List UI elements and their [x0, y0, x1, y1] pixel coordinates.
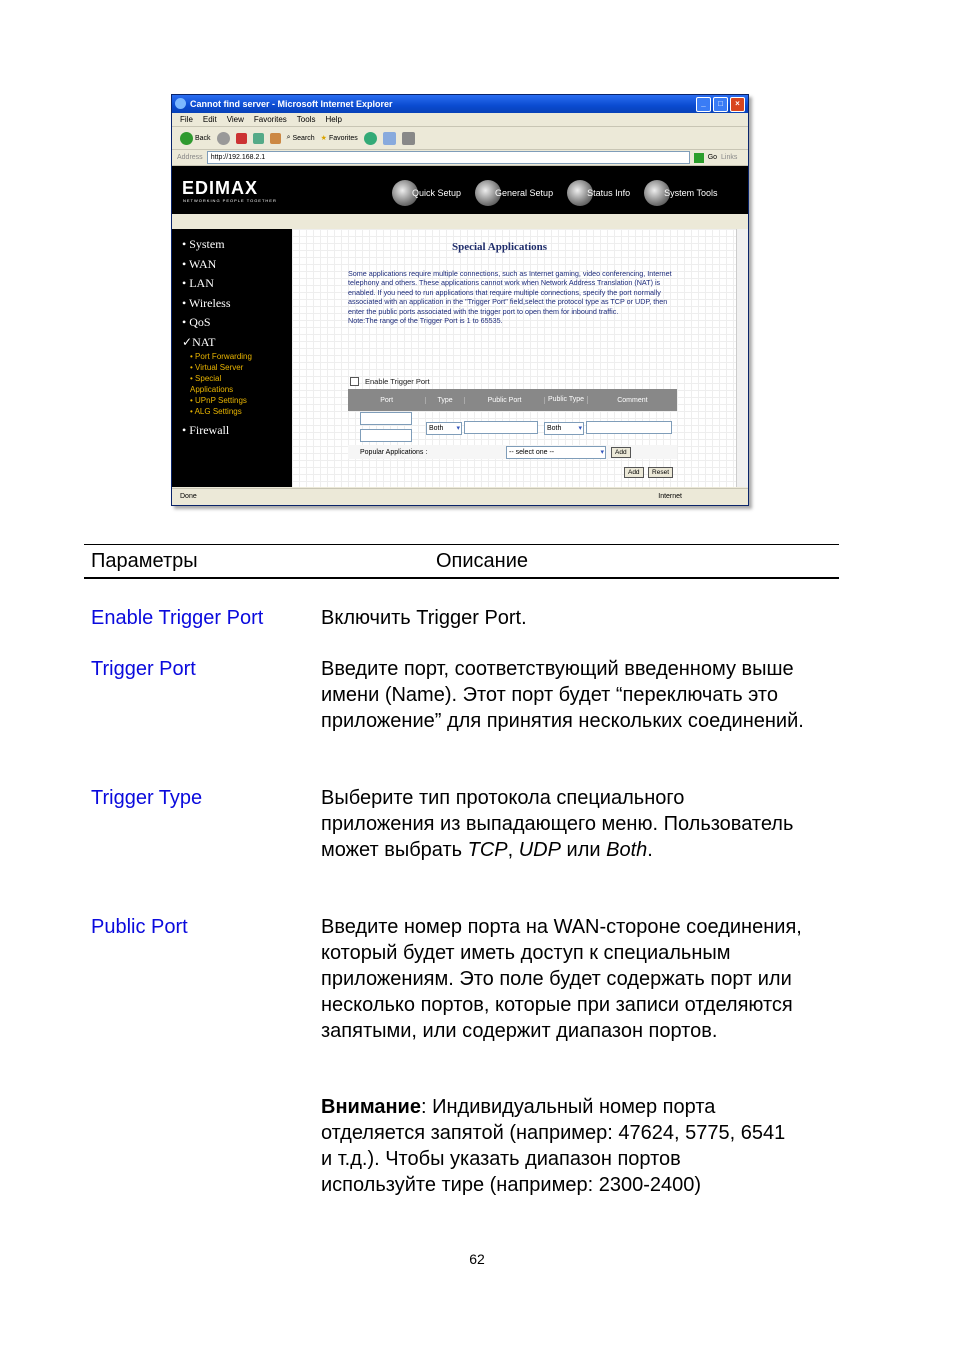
router-banner — [172, 166, 748, 214]
sidebar-item-wireless[interactable]: • Wireless — [182, 295, 231, 310]
param-name: Trigger Type — [91, 787, 203, 809]
router-sidebar — [172, 229, 292, 487]
table-header — [84, 544, 839, 579]
go-label[interactable]: Go — [707, 154, 718, 161]
trigger-type-select[interactable]: Both ▾ — [426, 422, 462, 435]
menu-help[interactable]: Help — [325, 115, 342, 124]
toolbar — [172, 127, 748, 150]
router-content — [172, 229, 748, 487]
note-text: Внимание: Индивидуальный номер порта отделяется запятой (например: 47624, 5775, 6541 и т.д.). Чтобы указать диапазон портов используйте тире (например: 2300-2400) — [321, 1096, 786, 1196]
public-port-input[interactable] — [464, 421, 538, 434]
go-icon[interactable] — [694, 153, 704, 163]
logo-tagline: NETWORKING PEOPLE TOGETHER — [183, 198, 277, 203]
back-icon — [180, 132, 193, 145]
close-icon[interactable]: × — [730, 97, 745, 112]
sidebar-item-firewall[interactable]: • Firewall — [182, 422, 230, 437]
status-done: Done — [180, 493, 197, 500]
stop-icon[interactable] — [236, 133, 247, 144]
tab-general-setup[interactable]: General Setup — [475, 180, 553, 206]
param-description: Введите номер порта на WAN-стороне соединения, который будет иметь доступ к специальным приложениям. Это поле будет содержать порт или несколько портов, которые при записи отделяются запятыми, или содержит диапазон портов. — [321, 916, 802, 1042]
menu-bar — [172, 113, 748, 127]
sidebar-item-nat[interactable]: ✓NAT — [182, 334, 216, 349]
checkbox-box[interactable] — [350, 377, 359, 386]
sidebar-item-lan[interactable]: • LAN — [182, 276, 214, 290]
page-description: Some applications require multiple connections, such as Internet gaming, video conferencing, Internet telephony and others. These applications cannot work when Network Address Translation (NAT) is enabled. If you need to run applications that require multiple connections, specify the port normally associated with an application in the "Trigger Port" field,select the protocol type as TCP or UDP, then enter the public ports associated with the trigger port to open them for inbound traffic. Note:The range of the Trigger Port is 1 to 65535. — [348, 269, 672, 326]
param-name: Enable Trigger Port — [91, 607, 264, 629]
minimize-icon[interactable]: _ — [696, 97, 711, 112]
ie-icon — [175, 98, 186, 109]
tab-quick-setup[interactable]: Quick Setup — [392, 180, 461, 206]
menu-tools[interactable]: Tools — [296, 115, 316, 124]
trigger-table — [348, 389, 677, 479]
router-main — [292, 229, 748, 487]
tab-system-tools[interactable]: System Tools — [644, 180, 717, 206]
popular-select[interactable]: -- select one -- ▾ — [506, 446, 606, 459]
window-title: Cannot find server - Microsoft Internet Explorer — [190, 99, 393, 109]
header-params: Параметры — [91, 550, 198, 572]
status-bar — [172, 488, 748, 505]
tab-status-info[interactable]: Status Info — [567, 180, 630, 206]
menu-favorites[interactable]: Favorites — [253, 115, 287, 124]
reset-button[interactable]: Reset — [648, 467, 673, 478]
sidebar-item-system[interactable]: • System — [182, 237, 225, 251]
window-titlebar — [172, 95, 748, 113]
trigger-table-row — [348, 411, 677, 445]
menu-edit[interactable]: Edit — [202, 115, 217, 124]
param-name: Public Port — [91, 916, 188, 938]
popular-label: Popular Applications : — [360, 448, 428, 456]
address-label: Address — [177, 154, 203, 161]
back-button[interactable]: Back — [180, 132, 211, 145]
address-bar — [172, 150, 748, 166]
address-input[interactable]: http://192.168.2.1 — [207, 151, 690, 164]
trigger-table-header: Port Type Public Port Public Type Comment — [348, 389, 677, 411]
forward-icon[interactable] — [217, 132, 230, 145]
print-icon[interactable] — [402, 132, 415, 145]
page-note: Note:The range of the Trigger Port is 1 to 65535. — [348, 316, 503, 326]
menu-file[interactable]: File — [180, 115, 193, 124]
add-button[interactable]: Add — [624, 467, 644, 478]
header-description: Описание — [436, 550, 529, 572]
sidebar-sub-port-forwarding[interactable]: • Port Forwarding — [190, 351, 252, 361]
favorites-button[interactable]: ★ Favorites — [320, 134, 358, 142]
sidebar-sub-virtual-server[interactable]: • Virtual Server — [190, 362, 244, 372]
sidebar-sub-upnp[interactable]: • UPnP Settings — [190, 395, 247, 405]
comment-input[interactable] — [586, 421, 672, 434]
param-name: Trigger Port — [91, 658, 196, 680]
status-internet: Internet — [658, 493, 682, 500]
page-number: 62 — [469, 1251, 485, 1267]
edimax-logo: EDIMAX — [182, 178, 259, 198]
sidebar-sub-alg[interactable]: • ALG Settings — [190, 406, 242, 416]
param-description: Введите порт, соответствующий введенному выше имени (Name). Этот порт будет “переключать это приложение” для принятия нескольких соединений. — [321, 658, 804, 732]
home-icon[interactable] — [270, 133, 281, 144]
search-button[interactable]: ⌕ Search — [286, 134, 315, 142]
param-description: Включить Trigger Port. — [321, 607, 527, 629]
page-title: Special Applications — [452, 241, 548, 253]
scrollbar[interactable] — [736, 229, 748, 487]
maximize-icon[interactable]: □ — [713, 97, 728, 112]
star-icon: ★ — [320, 135, 327, 142]
add-popular-button[interactable]: Add — [611, 447, 631, 458]
sidebar-sub-special-applications[interactable]: • Special Applications — [190, 373, 234, 394]
router-screenshot — [171, 94, 749, 506]
public-type-select[interactable]: Both ▾ — [544, 422, 584, 435]
history-icon[interactable] — [364, 132, 377, 145]
sidebar-item-wan[interactable]: • WAN — [182, 256, 217, 271]
refresh-icon[interactable] — [253, 133, 264, 144]
mail-icon[interactable] — [383, 132, 396, 145]
menu-view[interactable]: View — [226, 115, 244, 124]
links-label[interactable]: Links — [721, 154, 738, 161]
enable-trigger-checkbox[interactable]: Enable Trigger Port — [350, 377, 430, 386]
trigger-port-end-input[interactable] — [360, 429, 412, 442]
sidebar-item-qos[interactable]: • QoS — [182, 315, 211, 329]
param-description: Выберите тип протокола специального приложения из выпадающего меню. Пользователь может выбрать TCP, UDP или Both. — [321, 787, 794, 861]
trigger-port-start-input[interactable] — [360, 412, 412, 425]
search-icon: ⌕ — [286, 134, 291, 141]
popular-applications-row — [348, 445, 677, 459]
